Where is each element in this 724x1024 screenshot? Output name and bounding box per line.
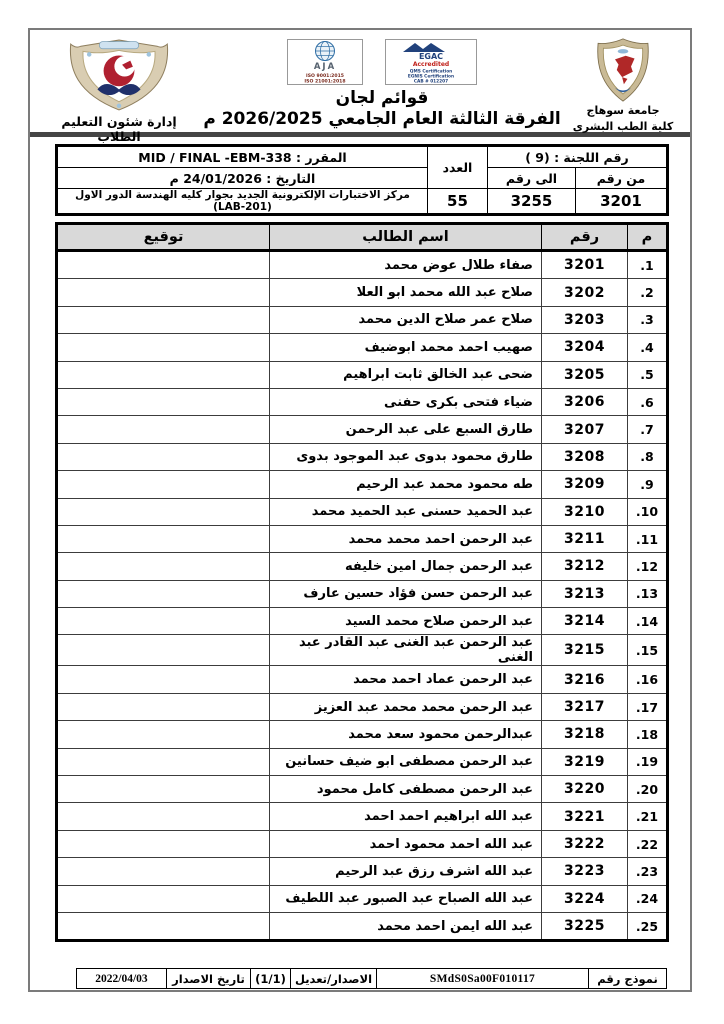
egac-accreditation-badge-icon (385, 39, 477, 85)
student-seat-number: 3215 (542, 635, 628, 666)
student-serial: 4. (628, 334, 668, 361)
student-row (57, 721, 668, 748)
student-name: عبد الرحمن مصطفى كامل محمود (270, 776, 542, 803)
student-serial: 15. (628, 635, 668, 666)
signature-cell (57, 388, 270, 415)
student-seat-number: 3218 (542, 721, 628, 748)
egac-name: EGAC (418, 52, 444, 61)
student-row (57, 748, 668, 775)
student-row (57, 580, 668, 607)
university-name: جامعة سوهاج (586, 104, 660, 117)
student-seat-number: 3205 (542, 361, 628, 388)
student-name: صلاح عمر صلاح الدين محمد (270, 306, 542, 333)
student-row (57, 858, 668, 885)
student-row (57, 334, 668, 361)
student-row (57, 525, 668, 552)
student-seat-number: 3225 (542, 912, 628, 940)
student-serial: 12. (628, 553, 668, 580)
signature-cell (57, 416, 270, 443)
student-serial: 20. (628, 776, 668, 803)
student-serial: 11. (628, 525, 668, 552)
signature-cell (57, 443, 270, 470)
student-seat-number: 3224 (542, 885, 628, 912)
students-table (55, 222, 669, 942)
signature-cell (57, 803, 270, 830)
signature-cell (57, 608, 270, 635)
signature-cell (57, 471, 270, 498)
student-serial: 14. (628, 608, 668, 635)
signature-cell (57, 666, 270, 693)
student-serial: 23. (628, 858, 668, 885)
student-row (57, 830, 668, 857)
students-tbody (57, 251, 668, 941)
student-seat-number: 3214 (542, 608, 628, 635)
course-cell (57, 146, 428, 168)
signature-cell (57, 279, 270, 306)
document-title: قوائم لجان (335, 88, 429, 108)
student-name: عبدالرحمن محمود سعد محمد (270, 721, 542, 748)
count-value: 55 (427, 189, 487, 215)
student-name: عبد الله احمد محمود احمد (270, 830, 542, 857)
student-name: عبد الرحمن محمد محمد عبد العزيز (270, 693, 542, 720)
signature-cell (57, 635, 270, 666)
student-seat-number: 3204 (542, 334, 628, 361)
student-serial: 2. (628, 279, 668, 306)
student-seat-number: 3208 (542, 443, 628, 470)
course-label: المقرر : (296, 149, 347, 165)
student-seat-number: 3219 (542, 748, 628, 775)
student-serial: 17. (628, 693, 668, 720)
signature-cell (57, 525, 270, 552)
student-serial: 10. (628, 498, 668, 525)
page-header (30, 30, 690, 144)
signature-cell (57, 361, 270, 388)
signature-cell (57, 885, 270, 912)
student-row (57, 776, 668, 803)
student-seat-number: 3220 (542, 776, 628, 803)
administration-block (38, 38, 200, 144)
students-table-header-row (57, 224, 668, 251)
student-affairs-logo (58, 38, 180, 112)
course-value: MID / FINAL -EBM-338 (138, 149, 292, 165)
student-name: عبد الحميد حسنى عبد الحميد محمد (270, 498, 542, 525)
from-number-label: من رقم (576, 168, 668, 189)
form-footer-table (76, 968, 667, 989)
student-row (57, 803, 668, 830)
student-name: عبد الله ابراهيم احمد احمد (270, 803, 542, 830)
student-row (57, 885, 668, 912)
student-seat-number: 3211 (542, 525, 628, 552)
to-number-value: 3255 (487, 189, 575, 215)
student-serial: 9. (628, 471, 668, 498)
committee-info-table (55, 144, 669, 216)
faculty-name: كلية الطب البشرى (572, 120, 674, 134)
header-serial: م (628, 224, 668, 251)
exam-location: مركز الاختبارات الإلكترونية الجديد بجوار كليه الهندسة الدور الاول (LAB-201) (57, 189, 428, 215)
student-seat-number: 3207 (542, 416, 628, 443)
student-serial: 21. (628, 803, 668, 830)
issue-date-label: تاريخ الاصدار (167, 969, 251, 989)
student-serial: 8. (628, 443, 668, 470)
student-serial: 3. (628, 306, 668, 333)
student-serial: 18. (628, 721, 668, 748)
form-number-value: SMdS0Sa00F010117 (377, 969, 589, 989)
signature-cell (57, 580, 270, 607)
egac-line1: QMS Certification (409, 69, 453, 75)
student-name: عبد الله ايمن احمد محمد (270, 912, 542, 940)
student-name: عبد الرحمن مصطفى ابو ضيف حسانين (270, 748, 542, 775)
student-row (57, 361, 668, 388)
signature-cell (57, 693, 270, 720)
student-row (57, 693, 668, 720)
count-label-cell: العدد (427, 146, 487, 189)
student-name: طارق محمود بدوى عبد الموجود بدوى (270, 443, 542, 470)
certification-badges (200, 39, 564, 85)
student-serial: 24. (628, 885, 668, 912)
signature-cell (57, 748, 270, 775)
exam-date-value: 24/01/2026 م (169, 170, 262, 186)
header-signature: توقيع (57, 224, 270, 251)
student-name: عبد الرحمن عماد احمد محمد (270, 666, 542, 693)
issue-revision-value: (1/1) (251, 969, 291, 989)
student-row (57, 666, 668, 693)
egac-line2: EGNIS Certification (407, 74, 455, 80)
student-seat-number: 3212 (542, 553, 628, 580)
aja-iso-line1: ISO 9001:2015 (306, 74, 344, 79)
student-seat-number: 3206 (542, 388, 628, 415)
student-serial: 6. (628, 388, 668, 415)
document-page (28, 28, 692, 992)
student-row (57, 635, 668, 666)
student-name: صفاء طلال عوض محمد (270, 251, 542, 279)
signature-cell (57, 334, 270, 361)
student-serial: 19. (628, 748, 668, 775)
committee-number-label: رقم اللجنة : (554, 149, 629, 165)
form-number-label: نموذج رقم (589, 969, 667, 989)
header-number: رقم (542, 224, 628, 251)
signature-cell (57, 721, 270, 748)
student-name: عبد الرحمن احمد محمد محمد (270, 525, 542, 552)
student-name: عبد الرحمن صلاح محمد السيد (270, 608, 542, 635)
student-name: صلاح عبد الله محمد ابو العلا (270, 279, 542, 306)
signature-cell (57, 306, 270, 333)
student-seat-number: 3217 (542, 693, 628, 720)
exam-date-label: التاريخ : (266, 170, 316, 186)
aja-iso-badge-icon (287, 39, 363, 85)
student-name: عبد الله الصباح عبد الصبور عبد اللطيف (270, 885, 542, 912)
signature-cell (57, 830, 270, 857)
student-row (57, 388, 668, 415)
student-row (57, 416, 668, 443)
student-seat-number: 3216 (542, 666, 628, 693)
student-name: عبد الرحمن حسن فؤاد حسين عارف (270, 580, 542, 607)
aja-name: AJA (313, 62, 337, 72)
student-row (57, 608, 668, 635)
signature-cell (57, 498, 270, 525)
signature-cell (57, 553, 270, 580)
administration-name: إدارة شئون التعليم الطلاب (61, 114, 177, 144)
student-name: ضحى عبد الخالق ثابت ابراهيم (270, 361, 542, 388)
student-seat-number: 3222 (542, 830, 628, 857)
header-student-name: اسم الطالب (270, 224, 542, 251)
signature-cell (57, 912, 270, 940)
student-serial: 22. (628, 830, 668, 857)
university-block (564, 38, 682, 135)
egac-accredited-text: Accredited (412, 61, 450, 68)
to-number-label: الى رقم (487, 168, 575, 189)
signature-cell (57, 776, 270, 803)
exam-date-cell (57, 168, 428, 189)
student-seat-number: 3210 (542, 498, 628, 525)
issue-revision-label: الاصدار/تعديل (291, 969, 377, 989)
issue-date-value: 2022/04/03 (77, 969, 167, 989)
student-serial: 7. (628, 416, 668, 443)
signature-cell (57, 858, 270, 885)
egac-line3: CAB # 012207 (413, 79, 449, 85)
student-row (57, 279, 668, 306)
from-number-value: 3201 (576, 189, 668, 215)
committee-number-value: ( 9) (525, 149, 550, 165)
student-row (57, 443, 668, 470)
sohag-university-logo (592, 38, 654, 102)
student-name: عبد الرحمن جمال امين خليفه (270, 553, 542, 580)
aja-iso-line2: ISO 21001:2018 (304, 79, 346, 85)
student-name: عبد الرحمن عبد الغنى عبد القادر عبد الغنى (270, 635, 542, 666)
student-serial: 13. (628, 580, 668, 607)
student-serial: 16. (628, 666, 668, 693)
student-seat-number: 3223 (542, 858, 628, 885)
student-row (57, 471, 668, 498)
student-seat-number: 3213 (542, 580, 628, 607)
student-row (57, 306, 668, 333)
student-serial: 25. (628, 912, 668, 940)
student-name: عبد الله اشرف رزق عبد الرحيم (270, 858, 542, 885)
student-name: طه محمود محمد عبد الرحيم (270, 471, 542, 498)
student-seat-number: 3209 (542, 471, 628, 498)
student-row (57, 553, 668, 580)
student-name: صهيب احمد محمد ابوضيف (270, 334, 542, 361)
header-center (200, 38, 564, 129)
student-seat-number: 3203 (542, 306, 628, 333)
student-name: طارق السبع على عبد الرحمن (270, 416, 542, 443)
document-subtitle: الفرقة الثالثة العام الجامعي 2026/2025 م (203, 108, 561, 129)
student-seat-number: 3201 (542, 251, 628, 279)
student-seat-number: 3202 (542, 279, 628, 306)
student-seat-number: 3221 (542, 803, 628, 830)
student-name: ضياء فتحى بكرى حفنى (270, 388, 542, 415)
student-row (57, 912, 668, 940)
student-serial: 5. (628, 361, 668, 388)
student-row (57, 251, 668, 279)
signature-cell (57, 251, 270, 279)
committee-number-cell (487, 146, 667, 168)
student-row (57, 498, 668, 525)
student-serial: 1. (628, 251, 668, 279)
